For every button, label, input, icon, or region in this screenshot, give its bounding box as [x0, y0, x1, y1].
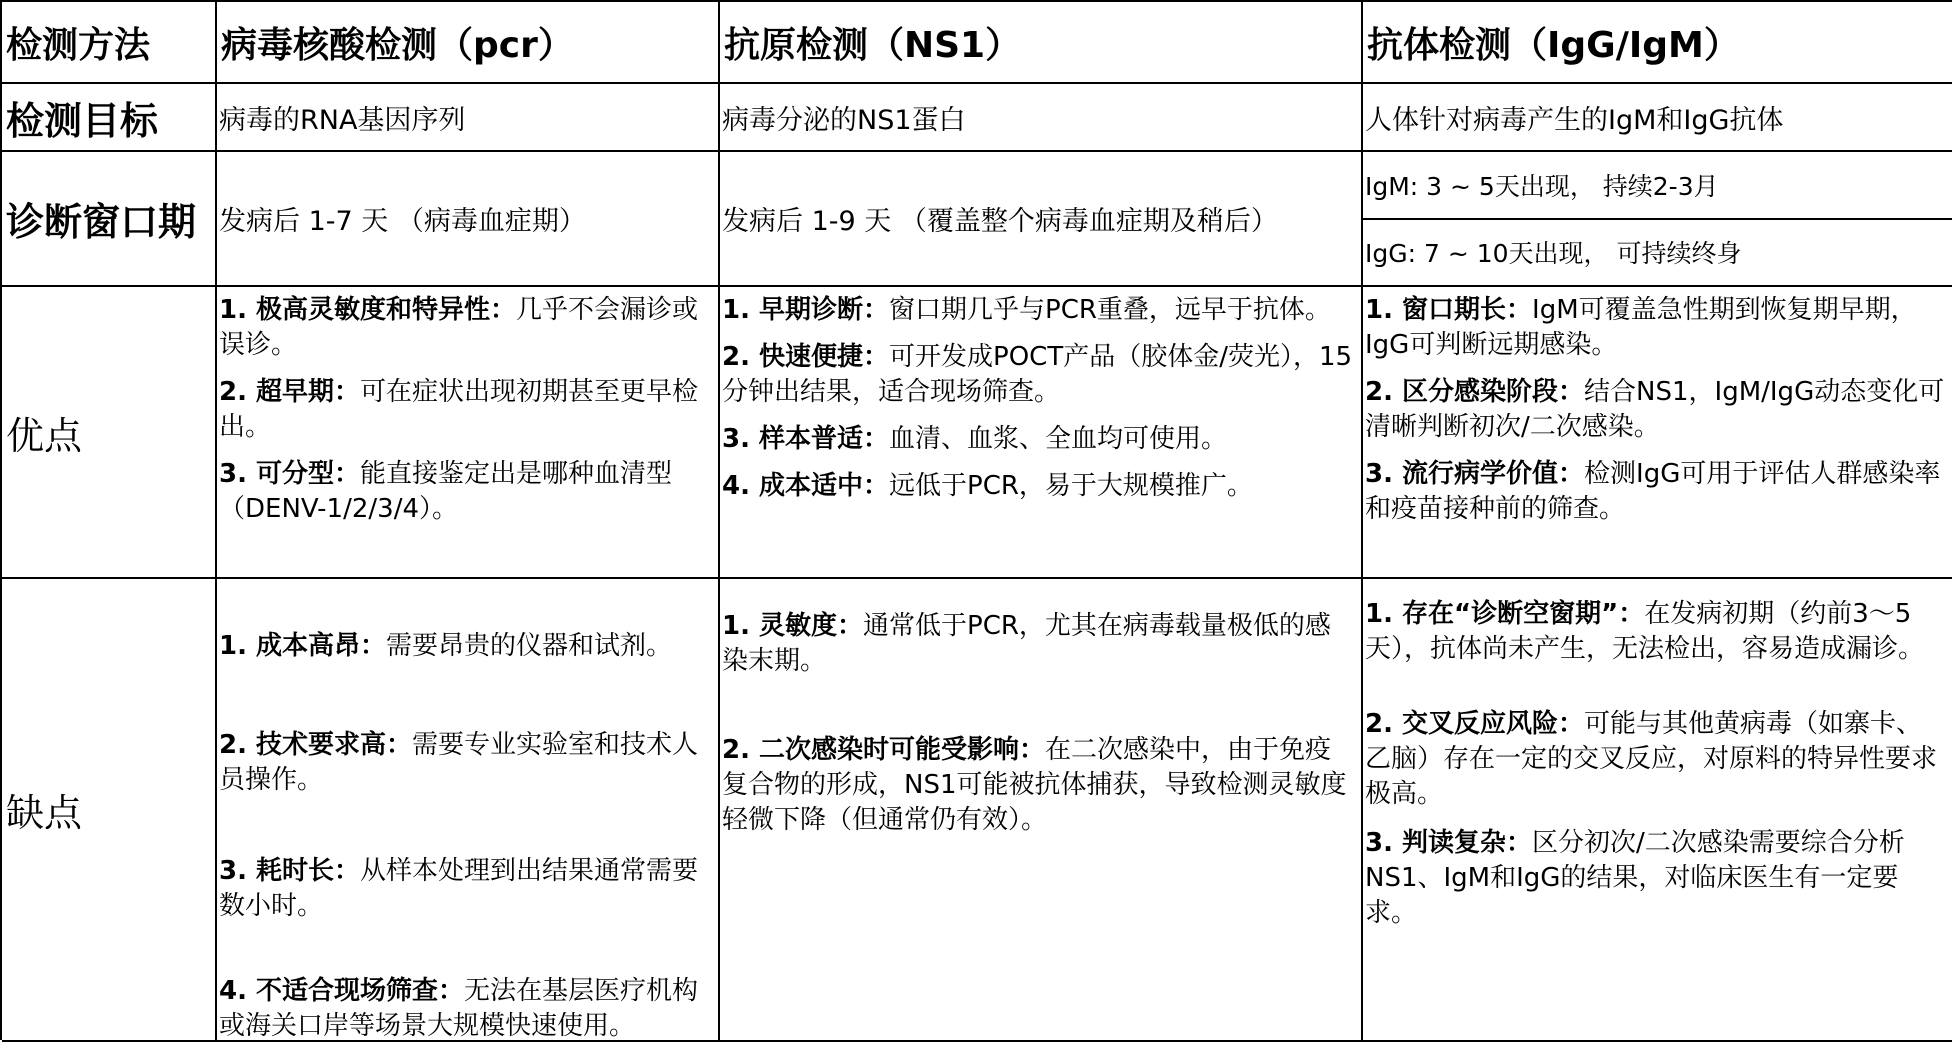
item-lead: 4. 成本适中： — [722, 471, 890, 501]
list-item — [722, 340, 1355, 410]
list-item — [1365, 375, 1946, 445]
list-item — [722, 609, 1355, 679]
list-item — [219, 974, 712, 1042]
target-ns1: 病毒分泌的NS1蛋白 — [720, 84, 1363, 152]
item-lead: 3. 耗时长： — [219, 856, 361, 886]
window-igm: IgM: 3 ~ 5天出现， 持续2-3月 — [1365, 171, 1719, 201]
item-lead: 2. 交叉反应风险： — [1365, 709, 1585, 739]
item-lead: 4. 不适合现场筛查： — [219, 976, 465, 1006]
list-item — [722, 422, 1355, 457]
item-lead: 2. 超早期： — [219, 377, 361, 407]
item-lead: 2. 技术要求高： — [219, 730, 413, 760]
list-item — [1365, 457, 1946, 527]
target-pcr: 病毒的RNA基因序列 — [217, 84, 720, 152]
header-method: 检测方法 — [2, 2, 217, 84]
item-lead: 1. 早期诊断： — [722, 295, 890, 325]
item-lead: 3. 判读复杂： — [1365, 828, 1533, 858]
item-lead: 1. 灵敏度： — [722, 611, 864, 641]
target-antibody: 人体针对病毒产生的IgM和IgG抗体 — [1363, 84, 1952, 152]
cons-pcr — [217, 579, 720, 1042]
item-text: 需要专业实验室和技术人员操作。 — [219, 730, 699, 795]
list-item — [722, 293, 1355, 328]
list-item — [1365, 707, 1946, 812]
list-item — [219, 854, 712, 924]
pros-pcr — [217, 287, 720, 579]
item-text: 几乎不会漏诊或误诊。 — [219, 295, 699, 360]
cons-antibody — [1363, 579, 1952, 1042]
item-text: 可开发成POCT产品（胶体金/荧光），15分钟出结果，适合现场筛查。 — [722, 342, 1353, 407]
item-lead: 2. 区分感染阶段： — [1365, 377, 1585, 407]
item-text: 窗口期几乎与PCR重叠，远早于抗体。 — [889, 295, 1331, 325]
item-text: 可在症状出现初期甚至更早检出。 — [219, 377, 699, 442]
item-text: 需要昂贵的仪器和试剂。 — [386, 631, 673, 661]
window-antibody — [1363, 152, 1952, 287]
item-lead: 1. 极高灵敏度和特异性： — [219, 295, 517, 325]
list-item — [219, 629, 712, 664]
header-pcr: 病毒核酸检测（pcr） — [217, 2, 720, 84]
item-lead: 1. 存在“诊断空窗期”： — [1365, 599, 1645, 629]
item-text: 无法在基层医疗机构或海关口岸等场景大规模快速使用。 — [219, 976, 699, 1041]
list-item — [219, 728, 712, 798]
item-text: 可能与其他黄病毒（如寨卡、乙脑）存在一定的交叉反应，对原料的特异性要求极高。 — [1365, 709, 1938, 809]
item-lead: 2. 二次感染时可能受影响： — [722, 735, 1046, 765]
row-label-pros: 优点 — [2, 287, 217, 579]
cons-ns1 — [720, 579, 1363, 1042]
row-label-window: 诊断窗口期 — [2, 152, 217, 287]
item-lead: 3. 流行病学价值： — [1365, 459, 1585, 489]
item-lead: 1. 窗口期长： — [1365, 295, 1533, 325]
item-lead: 3. 可分型： — [219, 459, 361, 489]
item-text: 通常低于PCR，尤其在病毒载量极低的感染末期。 — [722, 611, 1331, 676]
list-item — [219, 375, 712, 445]
header-antibody: 抗体检测（IgG/IgM） — [1363, 2, 1952, 84]
item-lead: 3. 样本普适： — [722, 424, 890, 454]
item-text: 区分初次/二次感染需要综合分析NS1、IgM和IgG的结果，对临床医生有一定要求。 — [1365, 828, 1905, 928]
item-text: 能直接鉴定出是哪种血清型（DENV-1/2/3/4）。 — [219, 459, 673, 524]
item-text: IgM可覆盖急性期到恢复期早期，IgG可判断远期感染。 — [1365, 295, 1917, 360]
list-item — [1365, 597, 1946, 667]
item-lead: 1. 成本高昂： — [219, 631, 387, 661]
item-text: 检测IgG可用于评估人群感染率和疫苗接种前的筛查。 — [1365, 459, 1941, 524]
list-item — [219, 293, 712, 363]
header-ns1: 抗原检测（NS1） — [720, 2, 1363, 84]
list-item — [722, 469, 1355, 504]
pros-antibody — [1363, 287, 1952, 579]
row-label-cons: 缺点 — [2, 579, 217, 1042]
list-item — [1365, 826, 1946, 931]
window-ns1: 发病后 1-9 天 （覆盖整个病毒血症期及稍后） — [720, 152, 1363, 287]
list-item — [722, 733, 1355, 838]
window-igg: IgG: 7 ~ 10天出现， 可持续终身 — [1363, 218, 1952, 286]
item-text: 从样本处理到出结果通常需要数小时。 — [219, 856, 699, 921]
item-lead: 2. 快速便捷： — [722, 342, 890, 372]
item-text: 在二次感染中，由于免疫复合物的形成，NS1可能被抗体捕获，导致检测灵敏度轻微下降（但通常仍有效）。 — [722, 735, 1347, 835]
row-label-target: 检测目标 — [2, 84, 217, 152]
item-text: 结合NS1，IgM/IgG动态变化可清晰判断初次/二次感染。 — [1365, 377, 1945, 442]
window-pcr: 发病后 1-7 天 （病毒血症期） — [217, 152, 720, 287]
pros-ns1 — [720, 287, 1363, 579]
list-item — [219, 457, 712, 527]
item-text: 远低于PCR，易于大规模推广。 — [889, 471, 1253, 501]
list-item — [1365, 293, 1946, 363]
item-text: 在发病初期（约前3～5天），抗体尚未产生，无法检出，容易造成漏诊。 — [1365, 599, 1925, 664]
item-text: 血清、血浆、全血均可使用。 — [889, 424, 1228, 454]
